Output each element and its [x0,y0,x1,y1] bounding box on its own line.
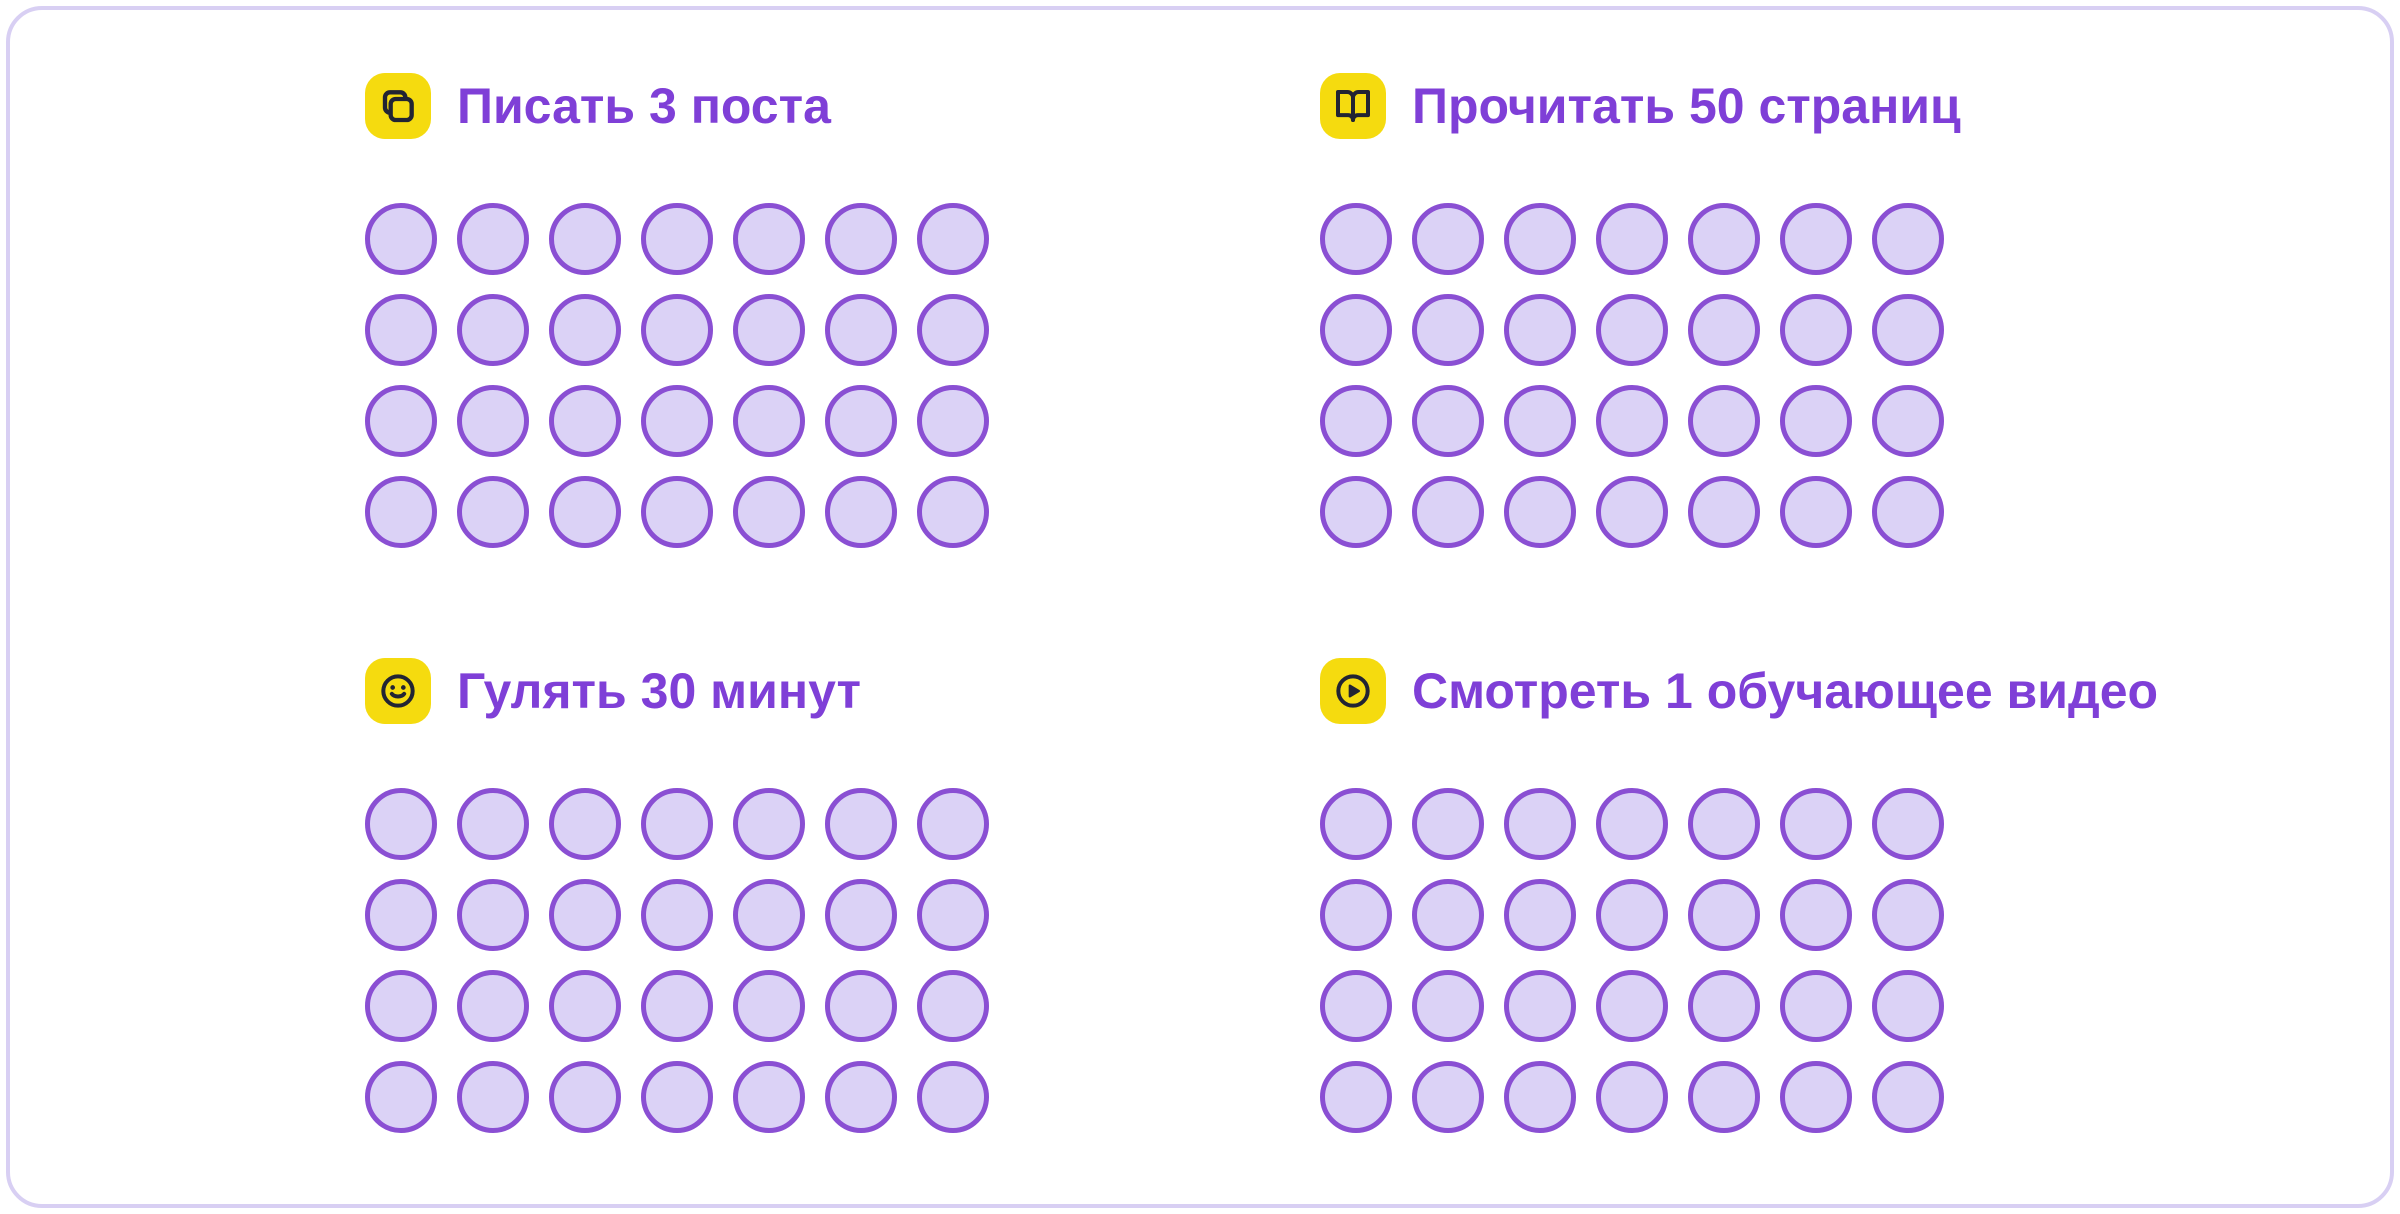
progress-dot[interactable] [1596,476,1668,548]
progress-dot[interactable] [1780,879,1852,951]
progress-dot[interactable] [733,788,805,860]
habit-sections [10,10,2390,1133]
progress-dot[interactable] [1872,203,1944,275]
progress-dot[interactable] [733,1061,805,1133]
progress-dot[interactable] [1596,970,1668,1042]
progress-dot[interactable] [1780,294,1852,366]
habit-header [365,658,1320,724]
progress-dot[interactable] [457,203,529,275]
progress-dot[interactable] [917,385,989,457]
progress-dot[interactable] [825,476,897,548]
habit-section-walk-minutes [365,658,1320,1133]
progress-dot[interactable] [825,879,897,951]
progress-dot[interactable] [641,294,713,366]
progress-dot[interactable] [1780,1061,1852,1133]
progress-dot[interactable] [549,294,621,366]
progress-dot[interactable] [1504,879,1576,951]
progress-dot[interactable] [457,1061,529,1133]
progress-dot[interactable] [1412,476,1484,548]
habit-title: Смотреть 1 обучающее видео [1412,663,2159,719]
progress-dot[interactable] [1688,203,1760,275]
progress-dot[interactable] [1872,879,1944,951]
habit-title: Писать 3 поста [457,78,831,134]
habit-header [365,73,1320,139]
progress-dot[interactable] [1412,879,1484,951]
progress-dot[interactable] [825,1061,897,1133]
progress-dot[interactable] [1872,788,1944,860]
progress-dot[interactable] [825,385,897,457]
progress-dot[interactable] [1504,203,1576,275]
progress-dot[interactable] [1688,294,1760,366]
progress-dot[interactable] [365,385,437,457]
progress-dot[interactable] [549,879,621,951]
progress-dot[interactable] [365,1061,437,1133]
progress-dot[interactable] [365,879,437,951]
progress-dot[interactable] [641,203,713,275]
progress-dot[interactable] [917,879,989,951]
progress-dot[interactable] [549,476,621,548]
progress-dot[interactable] [1320,788,1392,860]
habit-title: Прочитать 50 страниц [1412,78,1961,134]
progress-dot[interactable] [1320,879,1392,951]
progress-dot[interactable] [1412,1061,1484,1133]
progress-dot[interactable] [733,294,805,366]
smiley-icon [365,658,431,724]
open-book-icon [1320,73,1386,139]
progress-dot[interactable] [457,294,529,366]
copy-icon [365,73,431,139]
progress-dot[interactable] [1780,385,1852,457]
progress-dot[interactable] [1504,1061,1576,1133]
progress-dot[interactable] [1780,476,1852,548]
progress-dot[interactable] [1412,203,1484,275]
habit-progress-grid [365,203,989,548]
progress-dot[interactable] [1872,970,1944,1042]
progress-dot[interactable] [917,203,989,275]
progress-dot[interactable] [1596,788,1668,860]
habit-tracker-card [6,6,2394,1208]
progress-dot[interactable] [457,879,529,951]
habit-progress-grid [365,788,989,1133]
progress-dot[interactable] [641,879,713,951]
progress-dot[interactable] [549,385,621,457]
progress-dot[interactable] [825,788,897,860]
progress-dot[interactable] [549,203,621,275]
progress-dot[interactable] [1412,294,1484,366]
progress-dot[interactable] [917,788,989,860]
progress-dot[interactable] [1412,385,1484,457]
progress-dot[interactable] [1504,970,1576,1042]
progress-dot[interactable] [1688,970,1760,1042]
progress-dot[interactable] [1320,294,1392,366]
progress-dot[interactable] [549,788,621,860]
progress-dot[interactable] [1688,385,1760,457]
progress-dot[interactable] [917,1061,989,1133]
progress-dot[interactable] [825,203,897,275]
habit-section-read-pages [1320,73,2390,548]
progress-dot[interactable] [1412,970,1484,1042]
progress-dot[interactable] [1596,879,1668,951]
progress-dot[interactable] [1872,476,1944,548]
progress-dot[interactable] [1872,385,1944,457]
progress-dot[interactable] [825,294,897,366]
progress-dot[interactable] [1320,385,1392,457]
progress-dot[interactable] [825,970,897,1042]
progress-dot[interactable] [917,294,989,366]
habit-section-watch-video [1320,658,2390,1133]
progress-dot[interactable] [641,788,713,860]
progress-dot[interactable] [733,970,805,1042]
progress-dot[interactable] [365,788,437,860]
progress-dot[interactable] [457,970,529,1042]
progress-dot[interactable] [1504,476,1576,548]
progress-dot[interactable] [1872,1061,1944,1133]
progress-dot[interactable] [1320,203,1392,275]
progress-dot[interactable] [1596,294,1668,366]
progress-dot[interactable] [457,385,529,457]
progress-dot[interactable] [1688,788,1760,860]
progress-dot[interactable] [733,385,805,457]
progress-dot[interactable] [457,788,529,860]
progress-dot[interactable] [733,476,805,548]
progress-dot[interactable] [1780,970,1852,1042]
habit-header [1320,73,2390,139]
progress-dot[interactable] [365,294,437,366]
progress-dot[interactable] [1412,788,1484,860]
progress-dot[interactable] [1596,385,1668,457]
progress-dot[interactable] [549,1061,621,1133]
progress-dot[interactable] [1596,1061,1668,1133]
habit-section-write-posts [365,73,1320,548]
progress-dot[interactable] [365,203,437,275]
progress-dot[interactable] [1504,788,1576,860]
progress-dot[interactable] [1872,294,1944,366]
habit-progress-grid [1320,203,1944,548]
progress-dot[interactable] [1320,1061,1392,1133]
play-circle-icon [1320,658,1386,724]
progress-dot[interactable] [457,476,529,548]
progress-dot[interactable] [641,476,713,548]
progress-dot[interactable] [1780,788,1852,860]
progress-dot[interactable] [917,476,989,548]
progress-dot[interactable] [641,970,713,1042]
progress-dot[interactable] [1596,203,1668,275]
progress-dot[interactable] [733,203,805,275]
habit-title: Гулять 30 минут [457,663,861,719]
progress-dot[interactable] [1320,476,1392,548]
progress-dot[interactable] [365,476,437,548]
progress-dot[interactable] [1504,385,1576,457]
progress-dot[interactable] [1688,476,1760,548]
progress-dot[interactable] [733,879,805,951]
progress-dot[interactable] [365,970,437,1042]
progress-dot[interactable] [1688,879,1760,951]
habit-progress-grid [1320,788,1944,1133]
progress-dot[interactable] [641,1061,713,1133]
progress-dot[interactable] [549,970,621,1042]
progress-dot[interactable] [641,385,713,457]
habit-header [1320,658,2390,724]
progress-dot[interactable] [1780,203,1852,275]
progress-dot[interactable] [1320,970,1392,1042]
progress-dot[interactable] [917,970,989,1042]
progress-dot[interactable] [1504,294,1576,366]
progress-dot[interactable] [1688,1061,1760,1133]
